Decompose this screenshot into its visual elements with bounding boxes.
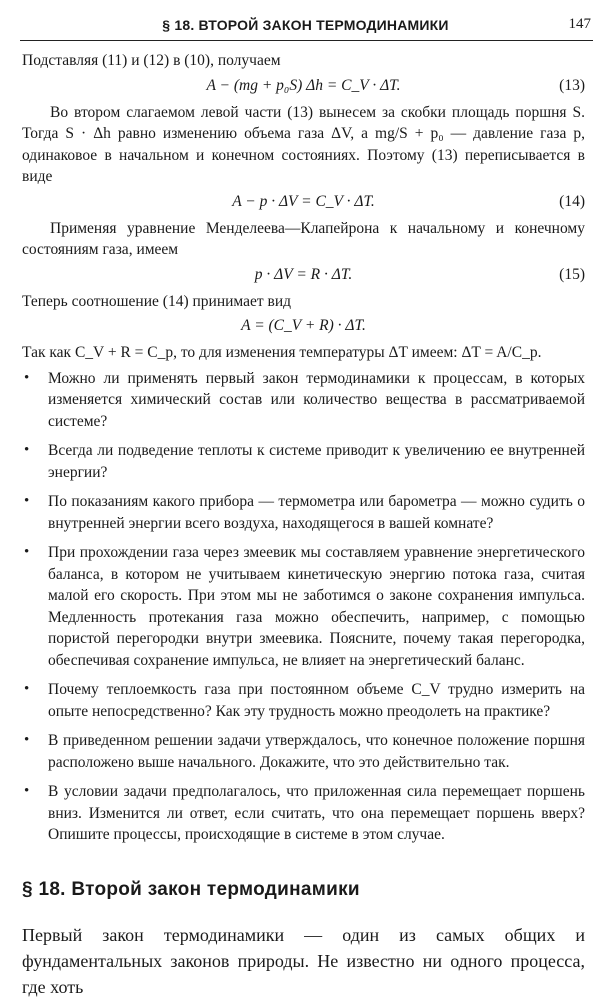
bullet-icon: • bbox=[24, 544, 30, 560]
equation-16 bbox=[22, 313, 585, 339]
question-item bbox=[22, 730, 585, 773]
question-text: В условии задачи предполагалось, что приложенная сила перемещает поршень вниз. Изменится ли ответ, если считать, что она перемещает поршень вверх? Опишите процессы, происходящие в системе в этом случае. bbox=[48, 783, 585, 843]
question-item bbox=[22, 781, 585, 846]
bullet-icon: • bbox=[24, 369, 30, 386]
header-rule bbox=[20, 40, 593, 41]
page-content bbox=[22, 50, 585, 1000]
equation-13-formula: A − (mg + p₀S) Δh = C_V · ΔT. bbox=[206, 76, 401, 94]
question-text: Можно ли применять первый закон термодинамики к процессам, в которых изменяется химический состав или количество вещества в рассматриваемой системе? bbox=[48, 369, 585, 430]
equation-16-formula: A = (C_V + R) · ΔT. bbox=[241, 317, 366, 334]
bullet-icon: • bbox=[24, 681, 30, 697]
equation-15-formula: p · ΔV = R · ΔT. bbox=[254, 265, 353, 283]
bullet-icon: • bbox=[24, 732, 30, 748]
question-item bbox=[22, 491, 585, 534]
paragraph-delta-t: Так как C_V + R = C_p, то для изменения температуры ΔT имеем: ΔT = A/C_p. bbox=[22, 344, 542, 361]
question-text: В приведенном решении задачи утверждалось, что конечное положение поршня расположено выше начального. Докажите, что это действительно так. bbox=[48, 732, 585, 771]
question-item bbox=[22, 679, 585, 722]
bullet-icon: • bbox=[24, 783, 30, 799]
section-heading: § 18. Второй закон термодинамики bbox=[22, 878, 360, 900]
paragraph-piston-area: Во втором слагаемом левой части (13) вынесем за скобки площадь поршня S. Тогда S · Δh равно изменению объема газа ΔV, а mg/S + p₀ — давление газа p, одинаковое в начальном и конечном состояниях. Поэтому (13) переписывается в виде bbox=[22, 103, 585, 185]
equation-15-number: (15) bbox=[559, 265, 585, 283]
equation-13 bbox=[22, 73, 585, 99]
question-text: Почему теплоемкость газа при постоянном объеме C_V трудно измерить на опыте непосредственно? Как эту трудность можно преодолеть на практике? bbox=[48, 681, 585, 720]
equation-15 bbox=[22, 262, 585, 288]
equation-14 bbox=[22, 189, 585, 215]
page-number: 147 bbox=[568, 16, 591, 32]
equation-13-number: (13) bbox=[559, 76, 585, 94]
running-head bbox=[0, 0, 611, 40]
question-text: Всегда ли подведение теплоты к системе приводит к увеличению ее внутренней энергии? bbox=[48, 442, 585, 481]
question-text: При прохождении газа через змеевик мы составляем уравнение энергетического баланса, в котором не учитываем кинетическую энергию потока газа, считая малой его скорость. При этом мы не заботимся о законе сохранения импульса. Медленность протекания газа можно обеспечить, например, с помощью пористой перегородки внутри змеевика. Поясните, почему такая перегородка, обеспечивая сохранение импульса, не влияет на энергетический баланс. bbox=[48, 544, 585, 669]
question-list bbox=[22, 368, 585, 846]
equation-14-formula: A − p · ΔV = C_V · ΔT. bbox=[232, 192, 375, 210]
section-intro-text: Первый закон термодинамики — один из самых общих и фундаментальных законов природы. Не известно ни одного процесса, где хоть bbox=[22, 924, 585, 997]
question-item bbox=[22, 440, 585, 483]
bullet-icon: • bbox=[24, 493, 30, 509]
paragraph-mendeleev: Применяя уравнение Менделеева—Клапейрона к начальному и конечному состояниям газа, имеем bbox=[22, 219, 585, 258]
question-text: По показаниям какого прибора — термометра или барометра — можно судить о внутренней энергии всего воздуха, находящегося в вашей комнате? bbox=[48, 493, 585, 532]
question-item bbox=[22, 542, 585, 671]
paragraph-substitution: Подставляя (11) и (12) в (10), получаем bbox=[22, 52, 281, 69]
running-head-title: § 18. ВТОРОЙ ЗАКОН ТЕРМОДИНАМИКИ bbox=[162, 17, 449, 33]
paragraph-now-relation: Теперь соотношение (14) принимает вид bbox=[22, 292, 292, 310]
bullet-icon: • bbox=[24, 442, 30, 458]
equation-14-number: (14) bbox=[559, 192, 585, 210]
question-item bbox=[22, 368, 585, 433]
